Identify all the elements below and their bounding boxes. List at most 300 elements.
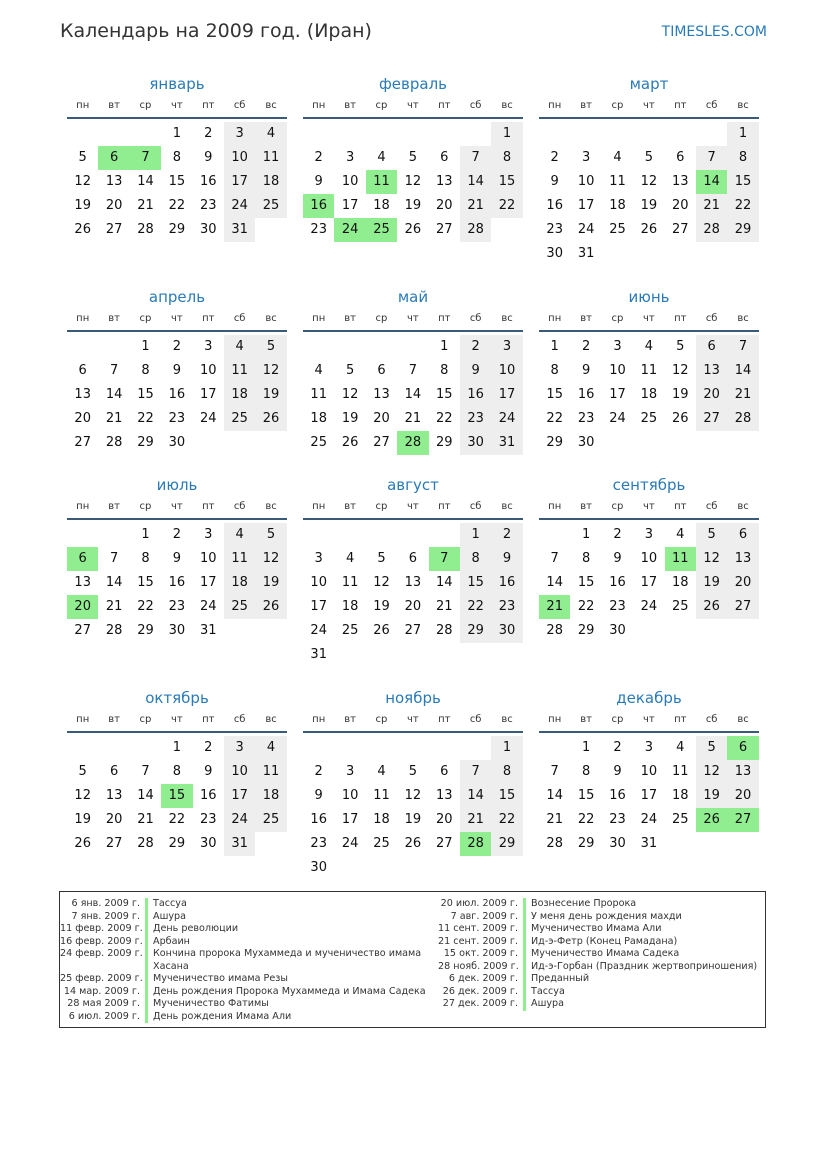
empty-cell xyxy=(429,122,460,146)
day-cell: 17 xyxy=(640,788,658,803)
legend-date: 20 июл. 2009 г. xyxy=(440,898,518,909)
empty-cell xyxy=(67,122,98,146)
empty-cell xyxy=(67,523,98,547)
day-cell: 19 xyxy=(696,571,727,595)
day-cell: 20 xyxy=(373,411,390,426)
day-cell: 28 xyxy=(696,218,727,242)
legend-date: 24 февр. 2009 г. xyxy=(60,948,143,959)
day-cell: 11 xyxy=(609,174,626,189)
empty-cell xyxy=(303,122,334,146)
legend-column-left xyxy=(60,898,430,1023)
day-cell: 15 xyxy=(460,571,491,595)
day-cell: 26 xyxy=(74,222,91,237)
empty-cell xyxy=(334,122,365,146)
day-cell: 24 xyxy=(640,812,658,827)
empty-cell xyxy=(429,643,460,667)
empty-cell xyxy=(397,335,428,359)
day-cell: 1 xyxy=(172,126,181,141)
legend-holiday-name: Преданный xyxy=(531,973,590,984)
empty-cell xyxy=(665,431,696,455)
empty-cell xyxy=(460,643,491,667)
header-divider xyxy=(67,330,287,332)
day-cell: 16 xyxy=(609,788,626,803)
legend-holiday-name: День рождения Имама Али xyxy=(153,1010,292,1022)
day-cell: 28 xyxy=(546,836,563,851)
day-cell: 8 xyxy=(460,547,491,571)
legend-color-bar xyxy=(145,1011,148,1024)
day-cell: 24 xyxy=(609,411,626,426)
weekday-label: пн xyxy=(76,714,90,725)
weekday-label: вт xyxy=(580,100,592,111)
day-cell: 25 xyxy=(224,595,255,619)
day-cell: 17 xyxy=(609,387,626,402)
weekday-label: сб xyxy=(233,714,246,725)
empty-cell xyxy=(397,523,428,547)
weekday-label: сб xyxy=(469,313,482,324)
day-cell: 6 xyxy=(440,764,449,779)
legend-color-bar xyxy=(523,923,526,936)
month-1 xyxy=(303,73,523,242)
weekday-label: вс xyxy=(501,714,513,725)
weekday-label: ср xyxy=(375,714,388,725)
day-cell: 14 xyxy=(137,174,154,189)
legend-holiday-name: Вознесение Пророка xyxy=(531,898,637,909)
empty-cell xyxy=(602,122,633,146)
weekday-label: пт xyxy=(438,501,451,512)
weekday-label: пт xyxy=(202,313,215,324)
day-cell: 17 xyxy=(640,575,658,590)
day-cell: 26 xyxy=(74,836,91,851)
day-cell: 16 xyxy=(546,198,563,213)
weekday-label: пн xyxy=(548,501,562,512)
legend-color-bar xyxy=(523,948,526,961)
day-cell: 4 xyxy=(345,551,355,566)
day-cell: 13 xyxy=(404,575,422,590)
weekday-label: сб xyxy=(233,501,246,512)
day-cell: 2 xyxy=(172,339,181,354)
day-cell: 9 xyxy=(314,788,323,803)
day-cell: 20 xyxy=(435,198,453,213)
legend-color-bar xyxy=(145,986,148,999)
day-cell: 17 xyxy=(224,170,255,194)
day-cell: 23 xyxy=(577,411,595,426)
day-cell: 12 xyxy=(341,387,359,402)
holiday-day-cell: 7 xyxy=(429,547,460,571)
weekday-label: сб xyxy=(705,313,718,324)
legend-holiday-name: День рождения Пророка Мухаммеда и Имама Садека xyxy=(153,985,426,997)
day-cell: 8 xyxy=(581,551,591,566)
day-cell: 7 xyxy=(109,551,119,566)
day-cell: 7 xyxy=(141,764,150,779)
day-cell: 12 xyxy=(74,174,91,189)
day-cell: 3 xyxy=(644,527,653,542)
legend-row xyxy=(60,936,430,949)
weekday-label: чт xyxy=(171,501,183,512)
day-cell: 14 xyxy=(105,575,123,590)
legend-date: 7 янв. 2009 г. xyxy=(71,910,140,922)
day-cell: 18 xyxy=(671,788,689,803)
empty-cell xyxy=(303,335,334,359)
day-cell: 4 xyxy=(255,122,286,146)
day-cell: 14 xyxy=(546,788,563,803)
legend-color-bar xyxy=(145,923,148,936)
day-cell: 12 xyxy=(671,363,689,378)
day-cell: 21 xyxy=(546,812,563,827)
empty-cell xyxy=(98,523,129,547)
day-cell: 1 xyxy=(440,339,449,354)
legend-row xyxy=(60,986,430,999)
weekday-label: пт xyxy=(674,714,687,725)
legend-color-bar xyxy=(523,911,526,924)
weekday-header xyxy=(67,709,287,731)
empty-cell xyxy=(460,736,491,760)
day-cell: 31 xyxy=(577,246,595,261)
legend-date: 6 июл. 2009 г. xyxy=(68,1010,140,1022)
month-7 xyxy=(303,474,523,667)
day-cell: 9 xyxy=(613,551,622,566)
weekday-label: вс xyxy=(501,313,513,324)
header-divider xyxy=(67,117,287,119)
day-cell: 3 xyxy=(224,122,255,146)
weekday-header xyxy=(539,496,759,518)
empty-cell xyxy=(539,736,570,760)
legend-holiday-name: Ид-э-Горбан (Праздник жертвоприношения) xyxy=(531,960,758,972)
legend-row xyxy=(60,898,430,911)
legend-color-bar xyxy=(523,961,526,974)
day-cell: 25 xyxy=(609,222,626,237)
day-cell: 21 xyxy=(696,194,727,218)
empty-cell xyxy=(334,736,365,760)
empty-cell xyxy=(397,122,428,146)
empty-cell xyxy=(255,431,286,455)
day-cell: 8 xyxy=(491,146,522,170)
weekday-label: пт xyxy=(202,501,215,512)
legend-date: 26 дек. 2009 г. xyxy=(442,985,518,997)
legend-row xyxy=(60,998,430,1011)
weekday-label: вт xyxy=(344,501,356,512)
day-cell: 27 xyxy=(696,407,727,431)
day-cell: 3 xyxy=(314,551,323,566)
day-cell: 12 xyxy=(74,788,91,803)
day-cell: 24 xyxy=(199,411,217,426)
day-cell: 22 xyxy=(577,812,595,827)
day-cell: 19 xyxy=(671,387,689,402)
day-cell: 23 xyxy=(168,411,186,426)
day-cell: 16 xyxy=(168,387,186,402)
day-cell: 2 xyxy=(550,150,559,165)
day-cell: 24 xyxy=(199,599,217,614)
day-cell: 15 xyxy=(577,575,595,590)
weekday-label: сб xyxy=(233,313,246,324)
day-cell: 20 xyxy=(727,784,758,808)
day-cell: 27 xyxy=(727,595,758,619)
holiday-day-cell: 15 xyxy=(161,784,192,808)
day-cell: 20 xyxy=(105,812,123,827)
legend-row xyxy=(60,948,430,973)
month-3 xyxy=(67,286,287,455)
day-cell: 31 xyxy=(310,647,327,662)
day-cell: 9 xyxy=(314,174,323,189)
weekday-label: пт xyxy=(438,313,451,324)
legend-date: 25 февр. 2009 г. xyxy=(60,973,143,984)
day-cell: 26 xyxy=(696,595,727,619)
day-cell: 6 xyxy=(408,551,417,566)
day-cell: 19 xyxy=(255,571,286,595)
weekday-label: ср xyxy=(139,100,152,111)
day-cell: 19 xyxy=(74,812,91,827)
day-cell: 18 xyxy=(224,383,255,407)
day-cell: 26 xyxy=(255,407,286,431)
empty-cell xyxy=(255,619,286,643)
legend-holiday-name: У меня день рождения махди xyxy=(531,910,682,922)
day-cell: 11 xyxy=(224,547,255,571)
weekday-label: ср xyxy=(611,100,624,111)
day-cell: 13 xyxy=(727,760,758,784)
day-cell: 2 xyxy=(613,527,622,542)
day-grid xyxy=(303,122,523,242)
weekday-label: пт xyxy=(674,100,687,111)
weekday-label: пн xyxy=(548,100,562,111)
day-cell: 9 xyxy=(460,359,491,383)
day-cell: 30 xyxy=(491,619,522,643)
day-cell: 16 xyxy=(199,174,217,189)
day-cell: 11 xyxy=(255,146,286,170)
weekday-label: сб xyxy=(705,501,718,512)
day-cell: 3 xyxy=(644,740,653,755)
empty-cell xyxy=(366,856,397,880)
legend-holiday-name: Мученичество Имама Али xyxy=(531,923,662,934)
empty-cell xyxy=(633,122,664,146)
day-cell: 7 xyxy=(460,760,491,784)
day-cell: 11 xyxy=(255,760,286,784)
day-grid xyxy=(67,335,287,455)
day-cell: 3 xyxy=(491,335,522,359)
day-cell: 27 xyxy=(373,435,390,450)
weekday-label: пт xyxy=(202,100,215,111)
weekday-label: ср xyxy=(139,501,152,512)
day-cell: 5 xyxy=(78,764,87,779)
holiday-day-cell: 6 xyxy=(727,736,758,760)
empty-cell xyxy=(130,122,161,146)
month-9 xyxy=(67,687,287,856)
day-cell: 29 xyxy=(168,836,186,851)
day-cell: 10 xyxy=(224,760,255,784)
day-cell: 3 xyxy=(581,150,591,165)
day-cell: 1 xyxy=(141,527,150,542)
day-cell: 4 xyxy=(377,150,386,165)
empty-cell xyxy=(429,523,460,547)
month-name: октябрь xyxy=(145,689,209,707)
day-cell: 31 xyxy=(491,431,522,455)
day-cell: 16 xyxy=(199,788,217,803)
weekday-label: пт xyxy=(674,501,687,512)
day-cell: 13 xyxy=(74,387,91,402)
holiday-day-cell: 11 xyxy=(665,547,696,571)
day-cell: 27 xyxy=(404,623,422,638)
day-cell: 30 xyxy=(546,246,563,261)
month-name: март xyxy=(629,75,669,93)
day-cell: 22 xyxy=(577,599,595,614)
day-cell: 4 xyxy=(613,150,622,165)
legend-date: 11 февр. 2009 г. xyxy=(60,923,143,934)
weekday-header xyxy=(303,496,523,518)
day-cell: 1 xyxy=(727,122,758,146)
legend-color-bar xyxy=(145,911,148,924)
day-cell: 10 xyxy=(199,551,217,566)
day-cell: 23 xyxy=(491,595,522,619)
day-cell: 31 xyxy=(640,836,658,851)
holiday-day-cell: 25 xyxy=(366,218,397,242)
day-cell: 22 xyxy=(491,808,522,832)
weekday-label: вт xyxy=(344,313,356,324)
day-cell: 22 xyxy=(168,812,186,827)
header-divider xyxy=(539,117,759,119)
day-grid xyxy=(539,523,759,643)
day-cell: 17 xyxy=(199,387,217,402)
month-name: июль xyxy=(156,476,198,494)
day-cell: 29 xyxy=(727,218,758,242)
legend-holiday-name: Мученичество Имама Садека xyxy=(531,948,680,959)
header-divider xyxy=(67,518,287,520)
day-cell: 25 xyxy=(255,808,286,832)
weekday-label: вт xyxy=(580,714,592,725)
day-cell: 26 xyxy=(671,411,689,426)
legend-date: 28 нояб. 2009 г. xyxy=(438,960,519,972)
day-cell: 5 xyxy=(408,764,417,779)
day-cell: 12 xyxy=(255,359,286,383)
day-cell: 4 xyxy=(377,764,386,779)
weekday-header xyxy=(303,95,523,117)
day-cell: 19 xyxy=(341,411,359,426)
empty-cell xyxy=(727,832,758,856)
day-cell: 8 xyxy=(727,146,758,170)
weekday-label: пн xyxy=(76,313,90,324)
legend-holiday-name: Кончина пророка Мухаммеда и мученичество имама Хасана xyxy=(153,948,422,972)
weekday-label: чт xyxy=(171,714,183,725)
day-cell: 28 xyxy=(137,836,154,851)
weekday-label: пн xyxy=(312,100,326,111)
day-cell: 3 xyxy=(345,150,355,165)
day-cell: 10 xyxy=(341,174,359,189)
day-cell: 8 xyxy=(440,363,449,378)
day-grid xyxy=(67,523,287,643)
day-cell: 22 xyxy=(491,194,522,218)
day-cell: 12 xyxy=(373,575,390,590)
day-cell: 30 xyxy=(310,860,327,875)
holiday-legend xyxy=(59,891,766,1028)
legend-color-bar xyxy=(145,998,148,1011)
legend-row xyxy=(60,911,430,924)
weekday-label: вс xyxy=(501,501,513,512)
day-cell: 15 xyxy=(577,788,595,803)
day-cell: 2 xyxy=(204,740,213,755)
day-cell: 27 xyxy=(105,222,123,237)
page-title: Календарь на 2009 год. (Иран) xyxy=(60,20,372,42)
day-cell: 12 xyxy=(404,174,422,189)
day-cell: 20 xyxy=(404,599,422,614)
holiday-day-cell: 28 xyxy=(397,431,428,455)
day-cell: 23 xyxy=(460,407,491,431)
holiday-day-cell: 7 xyxy=(130,146,161,170)
empty-cell xyxy=(67,335,98,359)
weekday-label: пт xyxy=(202,714,215,725)
day-cell: 17 xyxy=(199,575,217,590)
weekday-label: ср xyxy=(611,501,624,512)
empty-cell xyxy=(130,736,161,760)
empty-cell xyxy=(193,431,224,455)
day-cell: 26 xyxy=(404,222,422,237)
day-cell: 6 xyxy=(377,363,386,378)
month-name: июнь xyxy=(628,288,670,306)
day-cell: 16 xyxy=(460,383,491,407)
day-cell: 23 xyxy=(199,198,217,213)
legend-color-bar xyxy=(523,898,526,911)
legend-holiday-name: Тассуа xyxy=(531,985,565,997)
empty-cell xyxy=(491,643,522,667)
weekday-label: чт xyxy=(171,313,183,324)
day-cell: 2 xyxy=(314,150,323,165)
day-cell: 14 xyxy=(460,784,491,808)
day-cell: 2 xyxy=(172,527,181,542)
day-cell: 5 xyxy=(696,736,727,760)
holiday-day-cell: 20 xyxy=(67,595,98,619)
empty-cell xyxy=(665,832,696,856)
empty-cell xyxy=(366,736,397,760)
day-cell: 21 xyxy=(460,808,491,832)
month-8 xyxy=(539,474,759,643)
day-cell: 1 xyxy=(491,736,522,760)
legend-date: 16 февр. 2009 г. xyxy=(60,935,143,947)
day-cell: 19 xyxy=(255,383,286,407)
weekday-header xyxy=(67,496,287,518)
day-cell: 27 xyxy=(74,435,91,450)
legend-color-bar xyxy=(523,998,526,1011)
day-cell: 17 xyxy=(341,198,359,213)
day-cell: 13 xyxy=(696,359,727,383)
empty-cell xyxy=(602,431,633,455)
holiday-day-cell: 11 xyxy=(366,170,397,194)
day-cell: 10 xyxy=(577,174,595,189)
empty-cell xyxy=(696,242,727,266)
weekday-label: сб xyxy=(705,100,718,111)
legend-color-bar xyxy=(523,973,526,986)
day-cell: 24 xyxy=(224,194,255,218)
day-cell: 22 xyxy=(137,411,154,426)
weekday-label: пн xyxy=(76,501,90,512)
empty-cell xyxy=(366,523,397,547)
day-cell: 15 xyxy=(137,387,154,402)
day-cell: 5 xyxy=(78,150,87,165)
day-cell: 6 xyxy=(727,523,758,547)
weekday-label: вт xyxy=(580,501,592,512)
weekday-label: чт xyxy=(643,714,655,725)
empty-cell xyxy=(696,122,727,146)
day-cell: 30 xyxy=(199,836,217,851)
site-link[interactable]: TIMESLES.COM xyxy=(661,24,767,40)
weekday-label: ср xyxy=(611,714,624,725)
day-cell: 5 xyxy=(644,150,653,165)
empty-cell xyxy=(696,431,727,455)
day-cell: 2 xyxy=(491,523,522,547)
day-cell: 26 xyxy=(404,836,422,851)
day-cell: 4 xyxy=(314,363,323,378)
legend-holiday-name: День революции xyxy=(153,923,239,934)
empty-cell xyxy=(539,122,570,146)
weekday-label: вс xyxy=(737,714,749,725)
day-cell: 1 xyxy=(550,339,559,354)
empty-cell xyxy=(224,619,255,643)
day-cell: 8 xyxy=(141,363,150,378)
